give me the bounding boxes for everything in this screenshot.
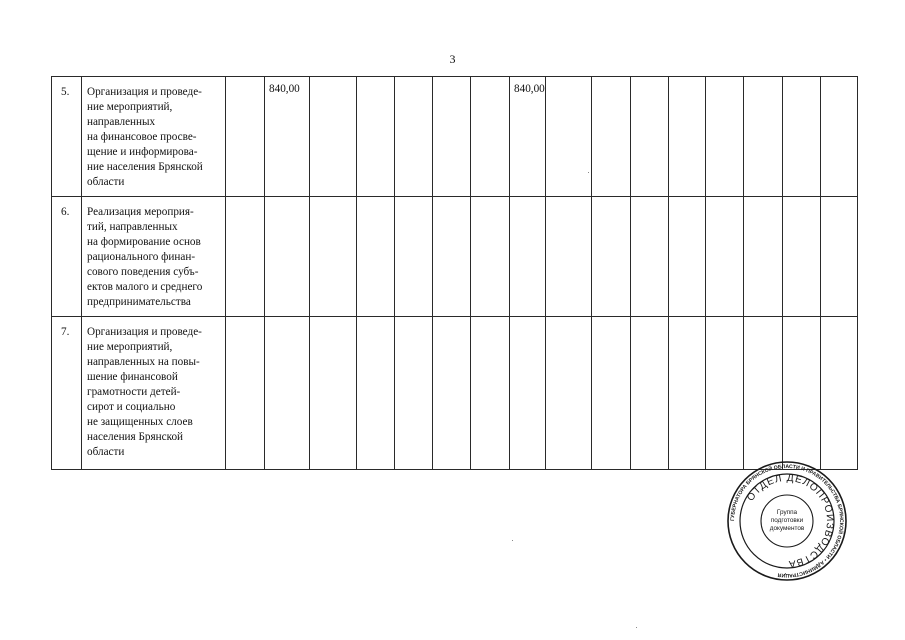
value-cell — [226, 197, 265, 317]
value-cell — [630, 197, 668, 317]
description-line: шение финансовой — [87, 371, 178, 383]
description-line: предпринимательства — [87, 296, 191, 308]
value-cell — [226, 77, 265, 197]
value-cell — [782, 197, 820, 317]
value-cell — [782, 317, 820, 470]
row-description — [82, 197, 226, 317]
value-cell — [743, 317, 782, 470]
value-cell — [395, 317, 433, 470]
stamp-middle-text: ОТДЕЛ ДЕЛОПРОИЗВОДСТВА — [745, 472, 836, 570]
table-row — [52, 197, 858, 317]
description-line: Организация и проведе- — [87, 326, 202, 338]
stamp-inner-line-3: документов — [769, 525, 805, 532]
value-cell — [310, 77, 357, 197]
value-cell — [705, 317, 743, 470]
value-cell — [471, 197, 510, 317]
value-cell — [357, 77, 395, 197]
value-cell — [433, 197, 471, 317]
value-cell — [591, 77, 630, 197]
description-line: на финансовое просве- — [87, 131, 197, 143]
value-cell — [668, 317, 705, 470]
value-cell — [357, 317, 395, 470]
row-number: 5. — [52, 77, 82, 197]
value-cell — [630, 77, 668, 197]
scan-speck — [588, 172, 589, 173]
value-cell — [510, 317, 546, 470]
table-row — [52, 77, 858, 197]
value-cell — [705, 197, 743, 317]
value-cell — [668, 77, 705, 197]
value-cell — [433, 317, 471, 470]
description-line: области — [87, 446, 125, 458]
value-cell: 840,00 — [510, 77, 546, 197]
value-cell — [782, 77, 820, 197]
value-cell — [668, 197, 705, 317]
value-cell — [820, 77, 857, 197]
value-cell — [265, 197, 310, 317]
value-cell — [310, 197, 357, 317]
description-line: области — [87, 176, 125, 188]
value-cell — [743, 77, 782, 197]
value-cell — [820, 197, 857, 317]
value-cell — [471, 317, 510, 470]
budget-table — [51, 76, 858, 470]
value-cell — [545, 197, 591, 317]
row-description — [82, 317, 226, 470]
description-line: населения Брянской — [87, 431, 184, 443]
scan-speck — [636, 627, 637, 628]
description-line: ние мероприятий, — [87, 341, 173, 353]
description-line: рационального финан- — [87, 251, 196, 263]
description-line: тий, направленных — [87, 221, 178, 233]
value-cell — [545, 317, 591, 470]
description-line: сового поведения субъ- — [87, 266, 199, 278]
table-row — [52, 317, 858, 470]
value-cell: 840,00 — [265, 77, 310, 197]
stamp-inner-line-1: Группа — [776, 509, 798, 516]
value-cell — [226, 317, 265, 470]
description-line: щение и информирова- — [87, 146, 198, 158]
description-line: Реализация мероприя- — [87, 206, 194, 218]
value-cell — [357, 197, 395, 317]
value-cell — [545, 77, 591, 197]
row-description — [82, 77, 226, 197]
value-cell — [265, 317, 310, 470]
description-line: не защищенных слоев — [87, 416, 193, 428]
stamp-outer-text: ГУБЕРНАТОРА БРЯНСКОЙ ОБЛАСТИ И ПРАВИТЕЛЬСТВА БРЯНСКОЙ ОБЛАСТИ • АДМИНИСТРАЦИЯ — [729, 463, 845, 579]
value-cell — [395, 197, 433, 317]
description-line: грамотности детей- — [87, 386, 181, 398]
stamp-inner-line-2: подготовки — [770, 517, 804, 524]
value-cell — [395, 77, 433, 197]
description-line: Организация и проведе- — [87, 86, 202, 98]
value-cell — [591, 197, 630, 317]
value-cell — [820, 317, 857, 470]
table-body — [52, 77, 858, 470]
value-cell — [510, 197, 546, 317]
row-number: 6. — [52, 197, 82, 317]
description-line: ектов малого и среднего — [87, 281, 203, 293]
value-cell — [743, 197, 782, 317]
value-cell — [433, 77, 471, 197]
description-line: направленных на повы- — [87, 356, 200, 368]
value-cell — [705, 77, 743, 197]
value-cell — [471, 77, 510, 197]
description-line: направленных — [87, 116, 156, 128]
scan-speck — [512, 540, 513, 541]
value-cell — [310, 317, 357, 470]
value-cell — [591, 317, 630, 470]
value-cell — [630, 317, 668, 470]
row-number: 7. — [52, 317, 82, 470]
description-line: ние мероприятий, — [87, 101, 173, 113]
page-number: 3 — [449, 52, 456, 66]
description-line: ние населения Брянской — [87, 161, 203, 173]
description-line: на формирование основ — [87, 236, 201, 248]
description-line: сирот и социально — [87, 401, 176, 413]
stamp — [722, 461, 852, 581]
